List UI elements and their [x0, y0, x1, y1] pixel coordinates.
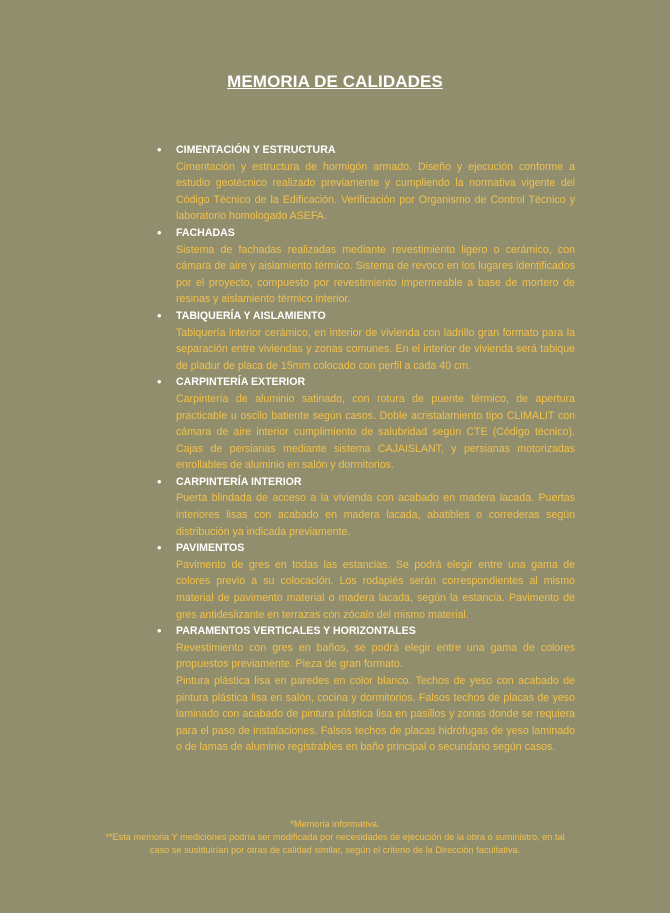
list-item	[155, 374, 575, 474]
section-heading: FACHADAS	[176, 226, 235, 239]
list-item	[155, 308, 575, 374]
bullet-icon: •	[157, 142, 162, 157]
section-body: Puerta blindada de acceso a la vivienda con acabado en madera lacada. Puertas interiores lisas con acabado en madera lacada, abatibles o correderas según distribución ya indicada previamente.	[176, 492, 575, 538]
section-heading: CIMENTACIÓN Y ESTRUCTURA	[176, 144, 336, 156]
bullet-icon: •	[157, 307, 162, 323]
bullet-icon: •	[157, 374, 162, 390]
section-body: Pavimento de gres en todas las estancias. Se podrá elegir entre una gama de colores previo a su colocación. Los rodapiés serán correspondientes al mismo material de pavimento material o madera lacada, según la estancia. Pavimento de gres antideslizante en terrazas con zócalo del mismo material.	[176, 558, 575, 621]
section-heading: PAVIMENTOS	[176, 542, 245, 555]
list-item	[155, 540, 575, 623]
section-heading: TABIQUERÍA Y AISLAMIENTO	[176, 309, 326, 322]
section-body: Carpintería de aluminio satinado, con rotura de puente térmico, de apertura practicable u oscilo batiente según casos. Doble acristalamiento tipo CLIMALIT con cámara de aire interior cumplimiento de salubridad según CTE (Código técnico). Cajas de persianas mediante sistema CAJAISLANT, y persianas motorizadas enrollables de aluminio en salón y dormitorios.	[176, 392, 575, 472]
footer-note: *Memoria informativa.	[290, 819, 380, 829]
section-heading: CARPINTERÍA INTERIOR	[176, 475, 302, 488]
list-item	[155, 474, 575, 540]
list-item	[155, 623, 575, 756]
list-item	[155, 225, 575, 308]
footer-disclaimer: **Esta memoria Y mediciones podría ser modificada por necesidades de ejecución de la obra o suministro, en tal caso se sustituirían por otras de calidad similar, según el criterio de la Dirección facultativa.	[105, 832, 565, 855]
section-body: Sistema de fachadas realizadas mediante revestimiento ligero o cerámico, con cámara de aire y aislamiento térmico. Sistema de revoco en los lugares identificados por el proyecto, compuesto por revestimiento impermeable a base de mortero de resinas y aislamiento térmico interior.	[176, 243, 575, 306]
page-title: MEMORIA DE CALIDADES	[227, 72, 443, 91]
list-item	[155, 142, 575, 225]
section-body: Cimentación y estructura de hormigón armado. Diseño y ejecución conforme a estudio geotécnico realizado previamente y cumpliendo la normativa vigente del Código Técnico de la Edificación. Verificación por Organismo de Control Técnico y laboratorio homologado ASEFA.	[176, 160, 575, 223]
quality-sections-list	[155, 142, 575, 756]
bullet-icon: •	[157, 473, 162, 489]
section-body: Pintura plástica lisa en paredes en color blanco. Techos de yeso con acabado de pintura plástica lisa en salón, cocina y dormitorios. Falsos techos de placas de yeso laminado con acabado de pintura plástica lisa en pasillos y zonas donde se requiera para el paso de instalaciones. Falsos techos de placas hidrófugas de yeso laminado o de lamas de aluminio registrables en baño principal o secundario según casos.	[176, 675, 575, 754]
section-heading: PARAMENTOS VERTICALES Y HORIZONTALES	[176, 625, 416, 638]
section-body: Revestimiento con gres en baños, se podrá elegir entre una gama de colores propuestos previamente. Pieza de gran formato.	[176, 641, 575, 671]
section-heading: CARPINTERÍA EXTERIOR	[176, 376, 306, 389]
bullet-icon: •	[157, 540, 162, 556]
footer-notes	[100, 818, 570, 857]
bullet-icon: •	[157, 224, 162, 240]
section-body: Tabiquería interior cerámico, en interior de vivienda con ladrillo gran formato para la separación entre viviendas y zonas comunes. En el interior de vivienda será tabique de pladur de placa de 15mm colocado con perfil a cada 40 cm.	[176, 326, 575, 372]
bullet-icon: •	[157, 623, 162, 639]
